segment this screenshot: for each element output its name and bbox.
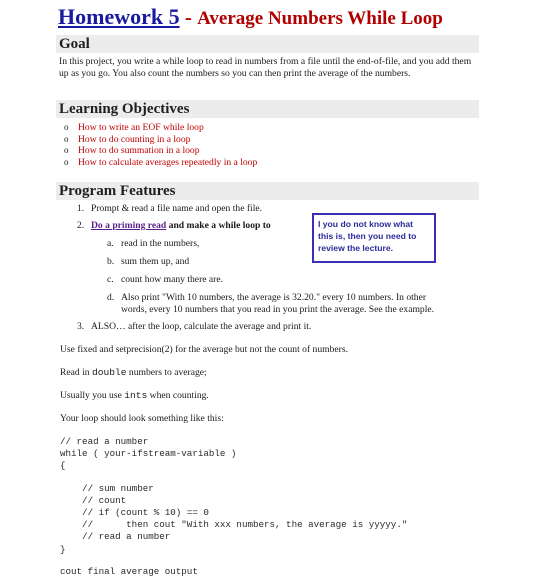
code-line: }	[60, 544, 66, 555]
homework-number: Homework 5	[58, 4, 180, 29]
read-note: Read in double numbers to average;	[60, 367, 207, 378]
list-item: o How to write an EOF while loop	[64, 122, 204, 133]
bullet-icon: o	[64, 133, 69, 144]
code-line: while ( your-ifstream-variable )	[60, 448, 237, 459]
code-line: // if (count % 10) == 0	[60, 507, 209, 518]
code-line: {	[60, 460, 66, 471]
bullet-icon: o	[64, 122, 69, 132]
bullet-icon: o	[64, 156, 69, 167]
callout-box: I you do not know what this is, then you need to review the lecture.	[312, 213, 436, 263]
fixed-note: Use fixed and setprecision(2) for the average but not the count of numbers.	[60, 344, 348, 355]
code-line: // then cout "With xxx numbers, the average is yyyyy."	[60, 519, 408, 530]
sub-number-d: d.	[107, 292, 115, 303]
sub-item-d-line1: Also print "With 10 numbers, the average is 32.20." every 10 numbers. In other	[121, 292, 427, 303]
priming-read-link[interactable]: Do a priming read	[91, 220, 167, 231]
goal-text: In this project, you write a while loop to read in numbers from a file until the end-of-file, and you add them up as you go. You also count the numbers so you can then print the average of the numbers.	[59, 56, 472, 79]
feature-number-3: 3.	[77, 321, 85, 332]
loop-intro: Your loop should look something like this:	[60, 413, 224, 424]
feature-item-2-rest: and make a while loop to	[166, 220, 271, 231]
page-title	[58, 4, 443, 30]
sub-item-d-line2: words, every 10 numbers that you read in you print the average. See the example.	[121, 304, 435, 315]
usually-note: Usually you use ints when counting.	[60, 390, 209, 401]
list-item: o How to do counting in a loop	[64, 133, 191, 145]
code-line: // read a number	[60, 436, 149, 447]
sub-number-c: c.	[107, 274, 114, 285]
list-item: o How to calculate averages repeatedly in a loop	[64, 156, 258, 168]
objectives-heading: Learning Objectives	[56, 100, 479, 118]
feature-item-3: ALSO… after the loop, calculate the average and print it.	[91, 321, 312, 332]
sub-number-a: a.	[107, 238, 114, 249]
goal-heading: Goal	[56, 35, 479, 53]
list-item: o How to do summation in a loop	[64, 145, 200, 157]
double-keyword: double	[91, 367, 127, 378]
code-line: // sum number	[60, 483, 154, 494]
feature-number-2: 2.	[77, 220, 85, 231]
feature-number-1: 1.	[77, 203, 85, 214]
bullet-icon: o	[64, 145, 69, 156]
sub-number-b: b.	[107, 256, 115, 267]
feature-item-2	[91, 220, 271, 232]
title-dash: -	[179, 5, 198, 29]
code-line: // count	[60, 495, 127, 506]
title-subtitle: Average Numbers While Loop	[197, 8, 443, 29]
code-line: // read a number	[60, 531, 171, 542]
features-heading: Program Features	[56, 182, 479, 200]
sub-item-a: read in the numbers,	[121, 238, 200, 249]
code-line: cout final average output	[60, 566, 198, 577]
sub-item-c: count how many there are.	[121, 274, 224, 285]
ints-keyword: ints	[124, 390, 148, 401]
objectives-list	[62, 122, 257, 168]
sub-item-b: sum them up, and	[121, 256, 190, 267]
feature-item-1: Prompt & read a file name and open the file.	[91, 203, 263, 214]
